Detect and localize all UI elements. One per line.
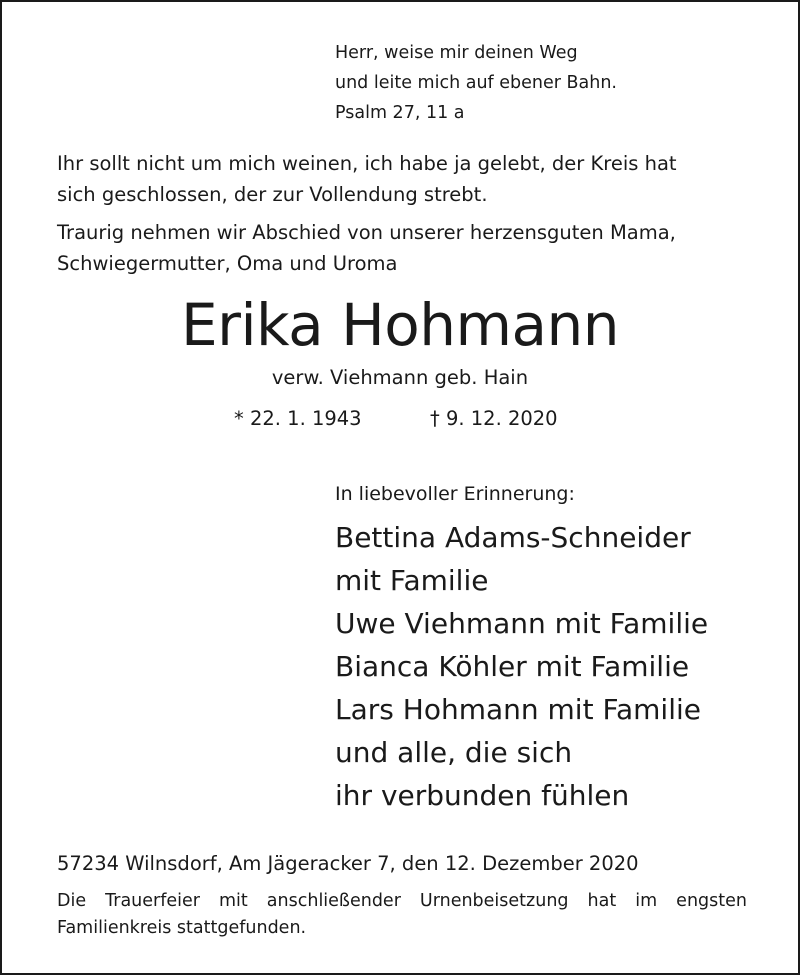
signature-line: Bianca Köhler mit Familie (335, 650, 690, 683)
signature-line: und alle, die sich (335, 736, 573, 769)
bible-verse (335, 38, 617, 128)
poem-line-1: Ihr sollt nicht um mich weinen, ich habe ja gelebt, der Kreis hat (57, 152, 677, 175)
signature-line: ihr verbunden fühlen (335, 779, 630, 812)
deceased-maiden-name: verw. Viehmann geb. Hain (271, 366, 529, 389)
funeral-note (57, 888, 747, 942)
farewell-intro (57, 217, 757, 279)
funeral-note-line-1: Die Trauerfeier mit anschließender Urnenbeisetzung hat im engsten (57, 891, 747, 911)
farewell-intro-line-2: Schwiegermutter, Oma und Uroma (57, 252, 398, 275)
birth-date: * 22. 1. 1943 (234, 407, 362, 430)
farewell-intro-line-1: Traurig nehmen wir Abschied von unserer herzensguten Mama, (57, 221, 676, 244)
signatures-heading: In liebevoller Erinnerung: (335, 483, 575, 505)
deceased-name: Erika Hohmann (180, 291, 620, 359)
poem-line-2: sich geschlossen, der zur Vollendung strebt. (57, 183, 488, 206)
death-date: † 9. 12. 2020 (430, 407, 558, 430)
bible-verse-line-2: und leite mich auf ebener Bahn. (335, 73, 617, 93)
funeral-note-line-2: Familienkreis stattgefunden. (57, 918, 307, 938)
signatures-list (335, 516, 708, 817)
place-and-date: 57234 Wilnsdorf, Am Jägeracker 7, den 12. Dezember 2020 (57, 852, 639, 875)
poem (57, 148, 757, 210)
life-dates (234, 404, 558, 434)
signature-line: mit Familie (335, 564, 489, 597)
signature-line: Uwe Viehmann mit Familie (335, 607, 709, 640)
bible-verse-reference: Psalm 27, 11 a (335, 103, 465, 123)
signature-line: Bettina Adams-Schneider (335, 521, 691, 554)
signature-line: Lars Hohmann mit Familie (335, 693, 701, 726)
bible-verse-line-1: Herr, weise mir deinen Weg (335, 43, 578, 63)
